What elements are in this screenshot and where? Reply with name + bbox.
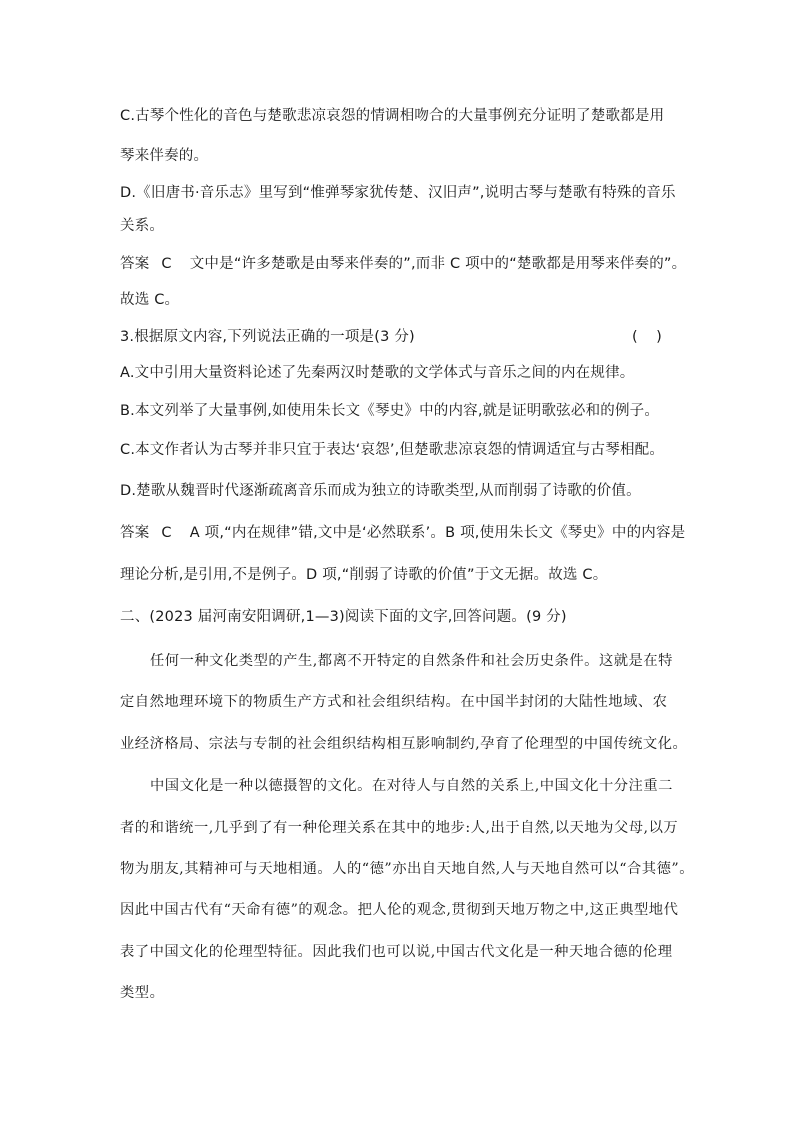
q3-answer-blank: ( ) — [632, 329, 662, 345]
passage-p1-line1: 任何一种文化类型的产生,都离不开特定的自然条件和社会历史条件。这就是在特 — [150, 653, 673, 669]
answer-choice: C — [161, 256, 172, 272]
answer-label: 答案 — [120, 525, 150, 541]
passage-p2-line6: 类型。 — [120, 985, 165, 1001]
q2-option-c-line1: C.古琴个性化的音色与楚歌悲凉哀怨的情调相吻合的大量事例充分证明了楚歌都是用 — [120, 108, 665, 124]
answer-explanation: A 项,“内在规律”错,文中是‘必然联系’。B 项,使用朱长文《琴史》中的内容是 — [189, 525, 686, 541]
passage-p1-line2: 定自然地理环境下的物质生产方式和社会组织结构。在中国半封闭的大陆性地域、农 — [120, 694, 668, 710]
passage-p1-line3: 业经济格局、宗法与专制的社会组织结构相互影响制约,孕育了伦理型的中国传统文化。 — [120, 736, 688, 752]
q3-answer-line1 — [120, 523, 686, 543]
q3-answer-line2: 理论分析,是引用,不是例子。D 项,“削弱了诗歌的价值”于文无据。故选 C。 — [120, 567, 608, 583]
section-heading: 二、(2023 届河南安阳调研,1—3)阅读下面的文字,回答问题。(9 分) — [120, 609, 567, 625]
answer-explanation: 文中是“许多楚歌是由琴来伴奏的”,而非 C 项中的“楚歌都是用琴来伴奏的”。 — [189, 256, 687, 272]
passage-p2-line5: 表了中国文化的伦理型特征。因此我们也可以说,中国古代文化是一种天地合德的伦理 — [120, 944, 673, 960]
q3-option-b: B.本文列举了大量事例,如使用朱长文《琴史》中的内容,就是证明歌弦必和的例子。 — [120, 403, 660, 419]
q3-option-a: A.文中引用大量资料论述了先秦两汉时楚歌的文学体式与音乐之间的内在规律。 — [120, 365, 635, 381]
q2-answer-line1 — [120, 254, 687, 274]
passage-p2-line3: 物为朋友,其精神可与天地相通。人的“德”亦出自天地自然,人与天地自然可以“合其德”。 — [120, 861, 695, 877]
q2-option-d-line2: 关系。 — [120, 218, 165, 234]
q3-stem: 3.根据原文内容,下列说法正确的一项是(3 分) — [120, 329, 415, 345]
q3-option-d: D.楚歌从魏晋时代逐渐疏离音乐而成为独立的诗歌类型,从而削弱了诗歌的价值。 — [120, 483, 641, 499]
q2-option-d-line1: D.《旧唐书·音乐志》里写到“惟弹琴家犹传楚、汉旧声”,说明古琴与楚歌有特殊的音乐 — [120, 185, 676, 201]
q2-answer-line2: 故选 C。 — [120, 292, 180, 308]
q2-option-c-line2: 琴来伴奏的。 — [120, 148, 209, 164]
passage-p2-line1: 中国文化是一种以德摄智的文化。在对待人与自然的关系上,中国文化十分注重二 — [150, 778, 673, 794]
q3-option-c: C.本文作者认为古琴并非只宜于表达‘哀怨’,但楚歌悲凉哀怨的情调适宜与古琴相配。 — [120, 442, 665, 458]
passage-p2-line4: 因此中国古代有“天命有德”的观念。把人伦的观念,贯彻到天地万物之中,这正典型地代 — [120, 902, 679, 918]
answer-choice: C — [161, 525, 172, 541]
answer-label: 答案 — [120, 256, 150, 272]
passage-p2-line2: 者的和谐统一,几乎到了有一种伦理关系在其中的地步:人,出于自然,以天地为父母,以万 — [120, 820, 679, 836]
